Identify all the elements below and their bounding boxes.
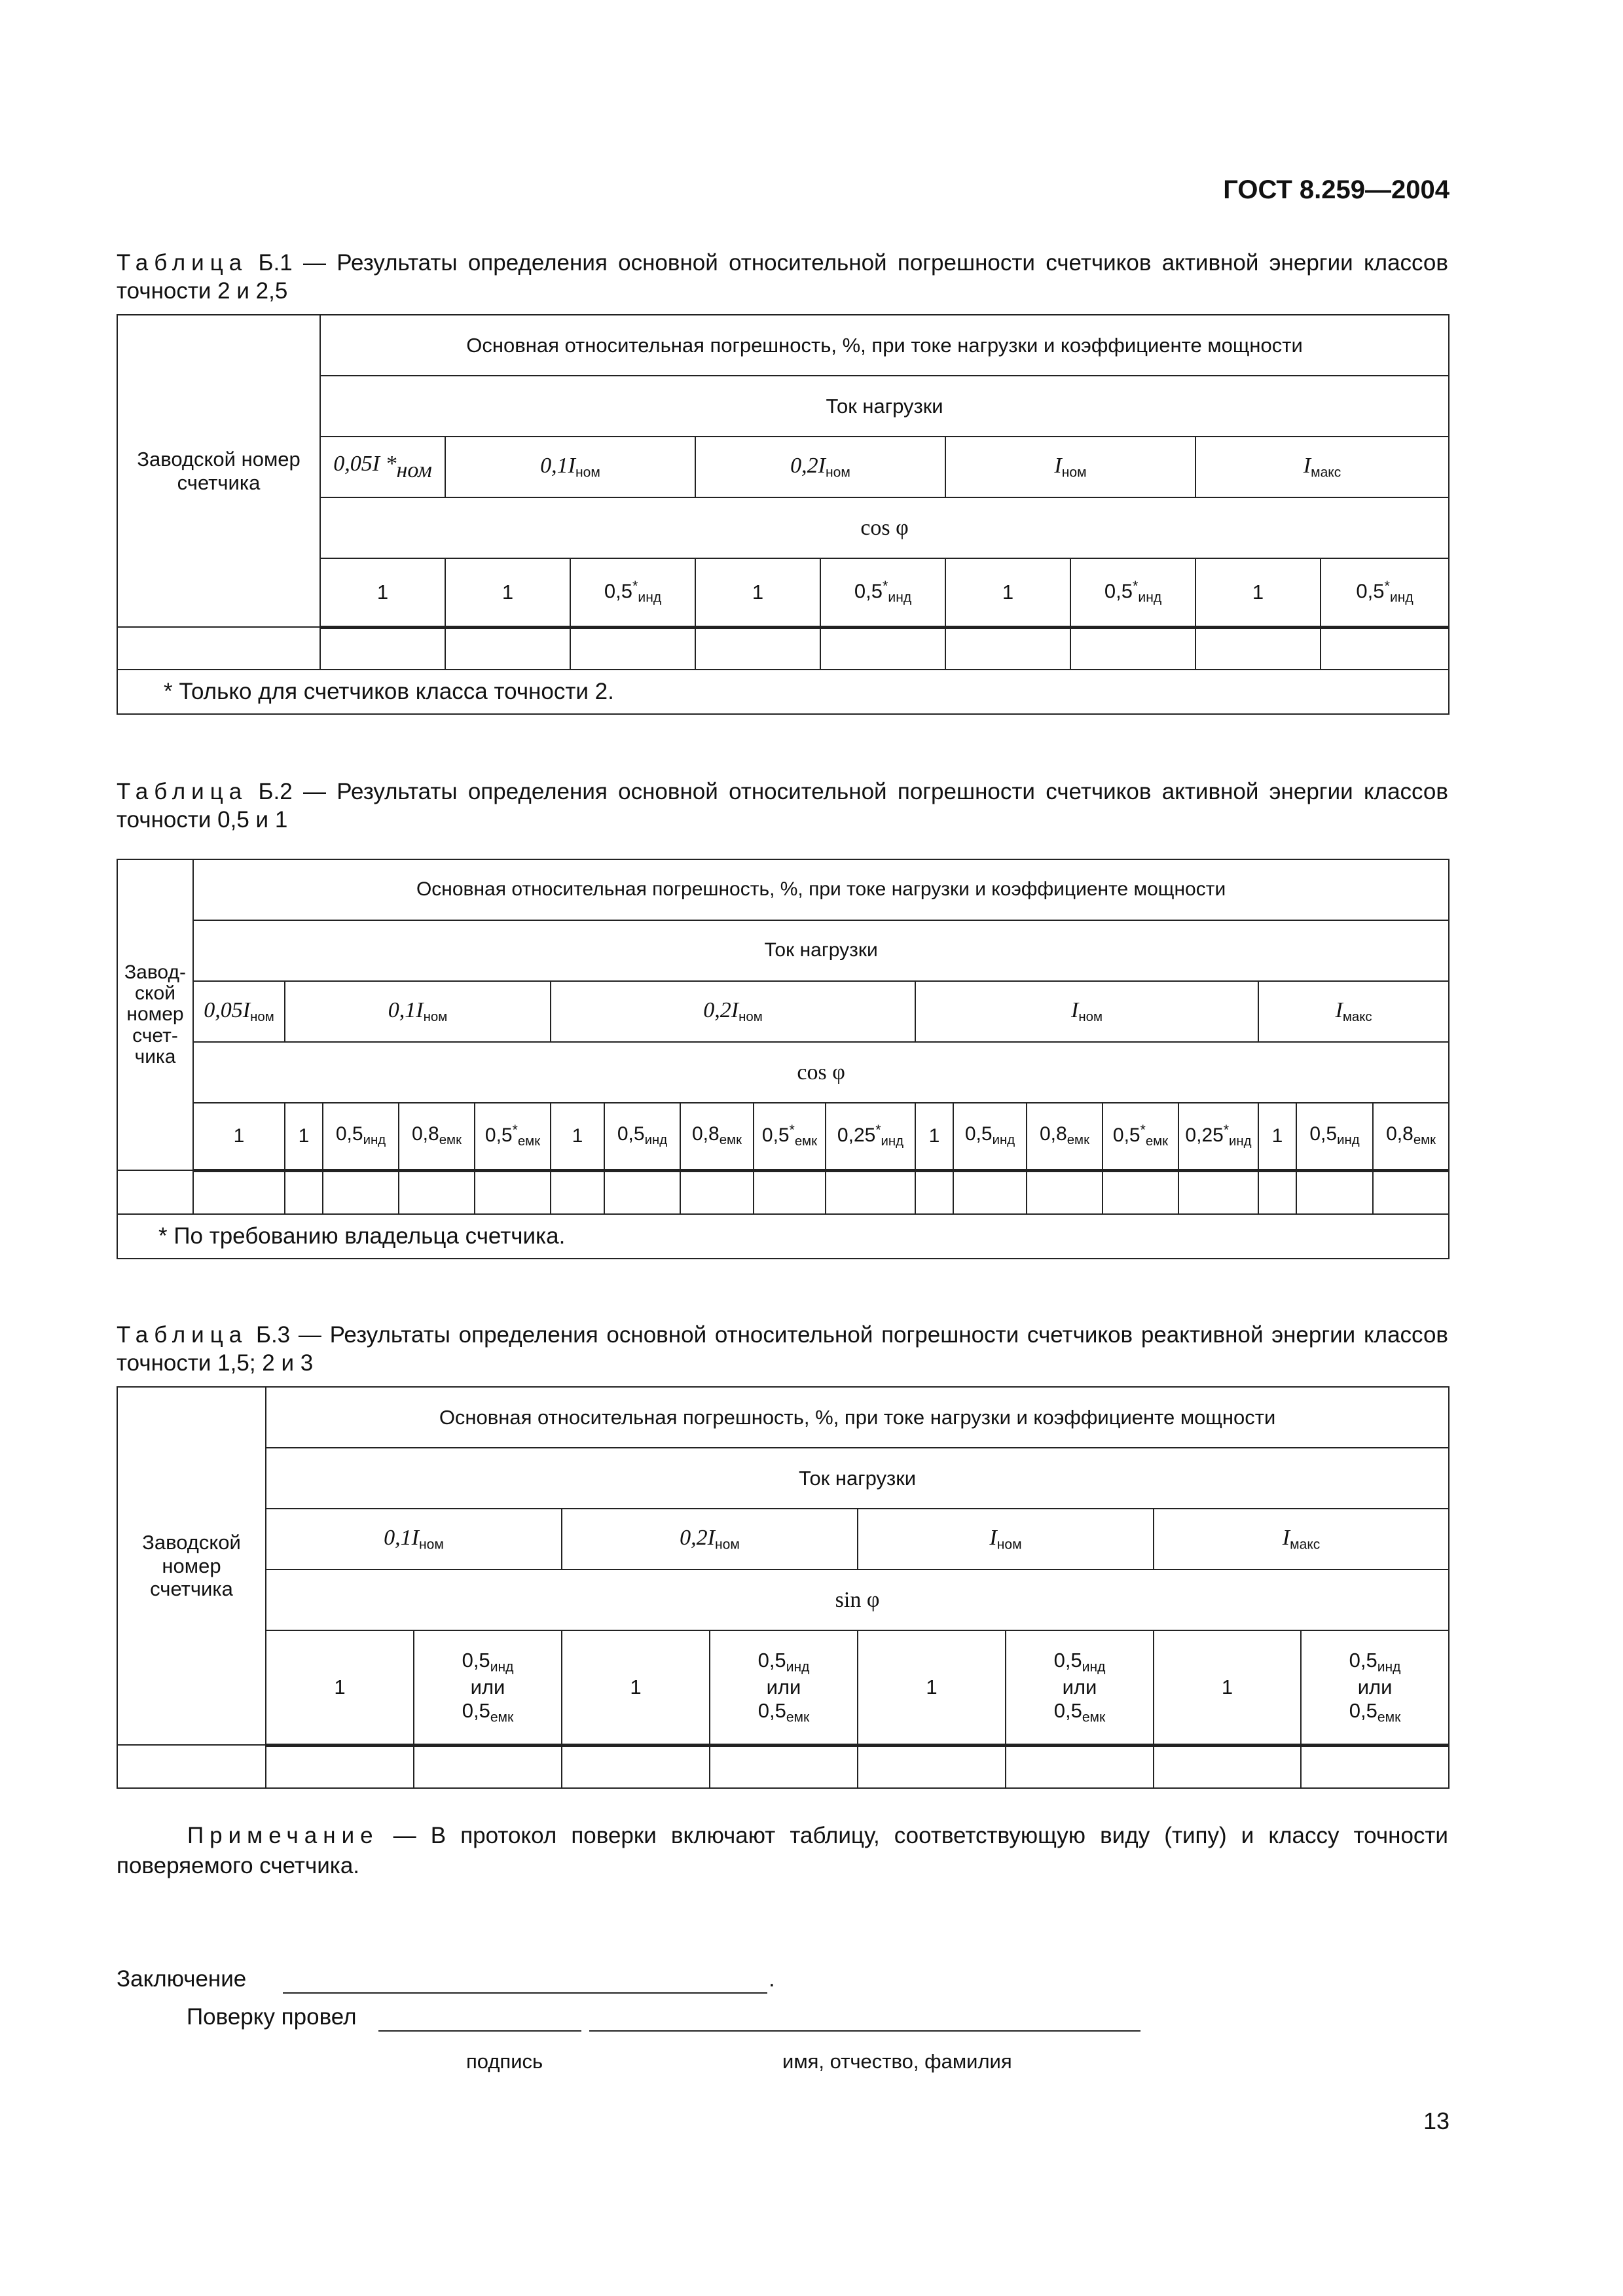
table3-main-header: Основная относительная погрешность, %, при токе нагрузки и коэффициенте мощности (266, 1387, 1449, 1448)
subscript: инд (1337, 1133, 1360, 1148)
empty-cell (1006, 1745, 1154, 1788)
table3-data-row (117, 1745, 1449, 1788)
empty-cell (1373, 1170, 1449, 1214)
text: 0,1I (388, 998, 424, 1023)
text: 0,5 (617, 1123, 645, 1145)
empty-cell (1178, 1170, 1258, 1214)
text: 0,5 (1053, 1698, 1082, 1722)
text: номер (162, 1554, 221, 1577)
table1 (117, 314, 1450, 715)
empty-cell (562, 1745, 710, 1788)
empty-cell (445, 627, 570, 670)
subscript: инд (786, 1659, 810, 1675)
text: 0,5 (1349, 1698, 1377, 1722)
table-cell (399, 1103, 475, 1170)
table-row (117, 1042, 1449, 1103)
empty-cell (945, 627, 1070, 670)
subscript: емк (786, 1709, 810, 1725)
text: 0,2I (703, 998, 739, 1023)
table1-current-01 (445, 437, 695, 497)
empty-cell (680, 1170, 754, 1214)
table-cell (1103, 1103, 1178, 1170)
subscript: емк (719, 1133, 742, 1148)
table1-current-02 (695, 437, 945, 497)
empty-cell (323, 1170, 399, 1214)
subscript: макс (1290, 1537, 1321, 1552)
subscript: макс (1342, 1010, 1372, 1025)
conclusion-period: . (769, 1966, 775, 1992)
text: или (470, 1675, 505, 1698)
text: или (766, 1675, 801, 1698)
table-cell (1321, 558, 1449, 627)
table-cell (953, 1103, 1027, 1170)
text: 0,25 (1185, 1124, 1224, 1146)
text: I (1303, 454, 1311, 478)
table-row (117, 315, 1449, 376)
text: 0,2I (790, 454, 826, 478)
text: I (1335, 998, 1343, 1023)
subscript: инд (888, 590, 912, 605)
text: Таблица (117, 1322, 248, 1348)
conclusion-line[interactable] (283, 1992, 767, 1994)
table-row (117, 1214, 1449, 1259)
text: Таблица (117, 250, 248, 276)
table1-caption (117, 249, 1448, 305)
table-row (117, 670, 1449, 714)
subscript: инд (992, 1133, 1015, 1148)
text: 0,5 (757, 1698, 786, 1722)
text: I (1282, 1526, 1290, 1551)
subscript: ном (825, 465, 850, 480)
empty-cell (695, 627, 820, 670)
text: — В протокол поверки включают таблицу, соответствующую виду (типу) и классу точности поверяемого счетчика. (117, 1823, 1448, 1878)
signature-caption: подпись (466, 2050, 543, 2073)
text: 0,1I (384, 1526, 419, 1551)
subscript: инд (1389, 590, 1413, 605)
table-cell (475, 1103, 551, 1170)
table-cell (1178, 1103, 1258, 1170)
text: 0,05I * (333, 451, 397, 476)
table-cell (754, 1103, 826, 1170)
name-line[interactable] (589, 2030, 1140, 2032)
text: ской (135, 982, 175, 1004)
table-cell: 1 (320, 558, 445, 627)
subscript: ном (423, 1010, 448, 1025)
text: 0,5 (757, 1649, 786, 1672)
table-cell: 1 (285, 1103, 323, 1170)
table3 (117, 1386, 1450, 1789)
empty-cell (570, 627, 695, 670)
text: счет- (132, 1024, 178, 1047)
text: I (1054, 454, 1062, 478)
empty-cell (551, 1170, 604, 1214)
text: Б.2 — Результаты определения основной относительной погрешности счетчиков активной энергии классов точности 0,5 и 1 (117, 779, 1448, 833)
empty-cell (953, 1170, 1027, 1214)
text: Таблица (117, 779, 248, 804)
table3-row-header (117, 1387, 266, 1745)
text: 0,5 (1309, 1123, 1338, 1145)
table-cell (1301, 1630, 1449, 1745)
table2-load-current: Ток нагрузки (193, 920, 1449, 981)
conclusion-label: Заключение (117, 1966, 247, 1992)
table3-sin-phi: sin φ (266, 1570, 1449, 1630)
subscript: емк (490, 1709, 514, 1725)
text: 0,5 (604, 579, 632, 603)
table3-current-01 (266, 1509, 562, 1570)
page-number: 13 (1423, 2108, 1450, 2134)
table-cell (1296, 1103, 1373, 1170)
table2-current-02 (551, 981, 915, 1042)
empty-cell (1195, 627, 1321, 670)
text: 0,5 (964, 1123, 993, 1145)
table2-current-005 (193, 981, 285, 1042)
subscript: ном (714, 1537, 740, 1552)
empty-cell (414, 1745, 562, 1788)
text: Б.1 — Результаты определения основной относительной погрешности счетчиков активной энергии классов точности 2 и 2,5 (117, 250, 1448, 304)
document-code: ГОСТ 8.259—2004 (1223, 175, 1450, 204)
signature-line[interactable] (378, 2030, 581, 2032)
empty-cell (193, 1170, 285, 1214)
text: 0,5 (854, 579, 883, 603)
subscript: инд (1377, 1659, 1401, 1675)
text: Б.3 — Результаты определения основной относительной погрешности счетчиков реактивной энергии классов точности 1,5; 2 и 3 (117, 1322, 1448, 1376)
subscript: емк (517, 1134, 541, 1149)
subscript: ном (1061, 465, 1087, 480)
text: 0,5 (462, 1698, 490, 1722)
text: 0,5 (1356, 579, 1385, 603)
subscript: емк (1145, 1134, 1169, 1149)
text: Заводской (142, 1531, 241, 1554)
subscript: инд (363, 1133, 386, 1148)
table1-current-005 (320, 437, 445, 497)
subscript: макс (1311, 465, 1341, 480)
empty-cell (710, 1745, 858, 1788)
table-cell: 1 (551, 1103, 604, 1170)
table1-data-row (117, 627, 1449, 670)
table-cell (1006, 1630, 1154, 1745)
text: 0,8 (412, 1123, 439, 1145)
text: 0,2I (680, 1526, 715, 1551)
empty-cell (1154, 1745, 1301, 1788)
table-cell: 1 (1195, 558, 1321, 627)
table3-load-current: Ток нагрузки (266, 1448, 1449, 1509)
text: 0,5 (1349, 1649, 1377, 1672)
table1-main-header: Основная относительная погрешность, %, при токе нагрузки и коэффициенте мощности (320, 315, 1449, 376)
empty-cell (266, 1745, 414, 1788)
subscript: ном (1078, 1010, 1103, 1025)
text: 0,5 (1112, 1124, 1140, 1146)
subscript: инд (644, 1133, 668, 1148)
text: 0,5 (335, 1123, 363, 1145)
subscript: ном (396, 458, 432, 483)
table-cell (710, 1630, 858, 1745)
empty-cell (117, 1745, 266, 1788)
superscript: * (1223, 1122, 1229, 1138)
empty-cell (285, 1170, 323, 1214)
table-cell (1373, 1103, 1449, 1170)
table2-footnote: * По требованию владельца счетчика. (117, 1214, 1449, 1259)
subscript: ном (250, 1010, 274, 1025)
table-cell: 1 (915, 1103, 953, 1170)
text: I (1071, 998, 1079, 1023)
note (117, 1821, 1448, 1881)
table1-current-nom (945, 437, 1195, 497)
text: 0,5 (484, 1124, 513, 1146)
table-cell: 1 (266, 1630, 414, 1745)
empty-cell (320, 627, 445, 670)
empty-cell (1103, 1170, 1178, 1214)
subscript: ном (996, 1537, 1022, 1552)
subscript: инд (881, 1134, 904, 1149)
empty-cell (1070, 627, 1195, 670)
table-cell: 1 (858, 1630, 1006, 1745)
table-cell: 1 (695, 558, 820, 627)
subscript: инд (490, 1659, 514, 1675)
empty-cell (1027, 1170, 1103, 1214)
table3-caption (117, 1321, 1448, 1377)
subscript: ном (739, 1010, 763, 1025)
text: Завод- (124, 961, 186, 983)
text: 0,8 (1386, 1123, 1413, 1145)
text: 0,5 (1053, 1649, 1082, 1672)
empty-cell (399, 1170, 475, 1214)
text: 0,1I (540, 454, 575, 478)
table-row (117, 1630, 1449, 1745)
superscript: * (512, 1122, 518, 1138)
subscript: емк (439, 1133, 462, 1148)
table2-row-header (117, 859, 193, 1170)
table2-current-nom (915, 981, 1258, 1042)
empty-cell (1321, 627, 1449, 670)
table-cell: 1 (193, 1103, 285, 1170)
empty-cell (604, 1170, 680, 1214)
empty-cell (117, 627, 320, 670)
table2-main-header: Основная относительная погрешность, %, при токе нагрузки и коэффициенте мощности (193, 859, 1449, 920)
table-cell: 1 (945, 558, 1070, 627)
table-cell (1027, 1103, 1103, 1170)
table2-current-max (1258, 981, 1449, 1042)
table2-caption (117, 778, 1448, 834)
text: 0,25 (837, 1124, 876, 1146)
subscript: емк (794, 1134, 818, 1149)
text: счетчика (150, 1577, 233, 1601)
table-row (117, 859, 1449, 920)
text: 0,5 (1104, 579, 1133, 603)
text: I (989, 1526, 997, 1551)
superscript: * (875, 1122, 881, 1138)
subscript: инд (1082, 1659, 1106, 1675)
text: 0,5 (462, 1649, 490, 1672)
table-cell (1070, 558, 1195, 627)
checked-by-label: Поверку провел (187, 2004, 357, 2030)
table-row (117, 920, 1449, 981)
superscript: * (882, 577, 888, 594)
table2-data-row (117, 1170, 1449, 1214)
subscript: ном (418, 1537, 444, 1552)
table1-cos-phi: cos φ (320, 497, 1449, 558)
table-cell (323, 1103, 399, 1170)
superscript: * (1132, 577, 1139, 594)
table-row (117, 1509, 1449, 1570)
table2-cos-phi: cos φ (193, 1042, 1449, 1103)
table-cell (680, 1103, 754, 1170)
superscript: * (1140, 1122, 1146, 1138)
table-cell: 1 (562, 1630, 710, 1745)
table1-current-max (1195, 437, 1449, 497)
subscript: емк (1082, 1709, 1106, 1725)
subscript: ном (575, 465, 600, 480)
text: 0,8 (692, 1123, 720, 1145)
table2 (117, 859, 1450, 1259)
table-row (117, 981, 1449, 1042)
table-row (117, 1448, 1449, 1509)
table3-current-02 (562, 1509, 858, 1570)
text: 0,8 (1040, 1123, 1067, 1145)
table-cell (570, 558, 695, 627)
subscript: инд (1138, 590, 1162, 605)
table-cell: 1 (1154, 1630, 1301, 1745)
text: 0,5 (761, 1124, 790, 1146)
empty-cell (117, 1170, 193, 1214)
empty-cell (1258, 1170, 1296, 1214)
empty-cell (858, 1745, 1006, 1788)
superscript: * (1384, 577, 1390, 594)
empty-cell (475, 1170, 551, 1214)
empty-cell (754, 1170, 826, 1214)
text: или (1357, 1675, 1393, 1698)
text: чика (134, 1046, 176, 1068)
table-cell (414, 1630, 562, 1745)
text: или (1062, 1675, 1097, 1698)
name-caption: имя, отчество, фамилия (782, 2050, 1012, 2073)
table-cell (604, 1103, 680, 1170)
table-cell: 1 (1258, 1103, 1296, 1170)
table3-current-max (1154, 1509, 1449, 1570)
table-cell: 1 (445, 558, 570, 627)
subscript: емк (1413, 1133, 1436, 1148)
subscript: емк (1377, 1709, 1401, 1725)
subscript: емк (1067, 1133, 1089, 1148)
text: Примечание (187, 1823, 379, 1848)
table2-current-01 (285, 981, 551, 1042)
table3-current-nom (858, 1509, 1154, 1570)
superscript: * (789, 1122, 795, 1138)
table-cell (826, 1103, 915, 1170)
table-row (117, 1570, 1449, 1630)
empty-cell (820, 627, 945, 670)
table1-row-header: Заводской номер счетчика (117, 315, 320, 627)
empty-cell (826, 1170, 915, 1214)
text: 0,05I (204, 998, 251, 1023)
subscript: инд (638, 590, 662, 605)
superscript: * (632, 577, 638, 594)
table-row (117, 1103, 1449, 1170)
subscript: инд (1229, 1134, 1252, 1149)
empty-cell (1296, 1170, 1373, 1214)
table-row (117, 1387, 1449, 1448)
empty-cell (1301, 1745, 1449, 1788)
table1-load-current: Ток нагрузки (320, 376, 1449, 437)
table1-footnote: * Только для счетчиков класса точности 2. (117, 670, 1449, 714)
table-cell (820, 558, 945, 627)
empty-cell (915, 1170, 953, 1214)
text: номер (126, 1003, 184, 1026)
